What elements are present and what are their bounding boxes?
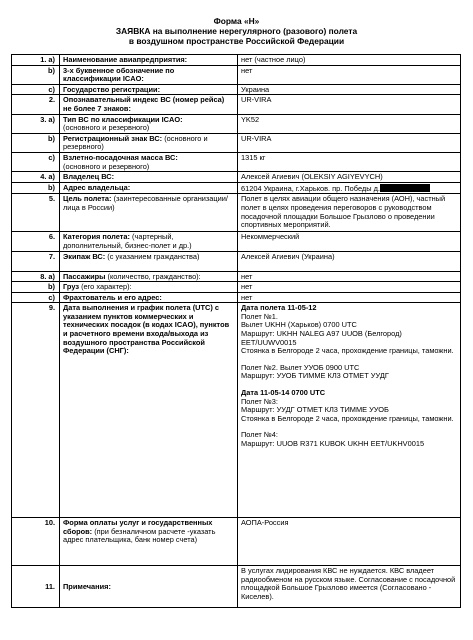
table-row [12,84,461,95]
row-number: b) [12,182,60,194]
row-label: Экипаж ВС: (с указанием гражданства) [60,251,238,271]
row-label: Наименование авиапредприятия: [60,55,238,66]
row-value: нет [238,65,461,84]
row-value: нет [238,282,461,293]
form-title: Форма «Н» [213,16,260,26]
row-label: Фрахтователь и его адрес: [60,292,238,303]
flight-1-title: Полет №1. [241,311,278,321]
row-label: 3-х буквенное обозначение по классификации ICAO: [60,65,238,84]
row-number: 5. [12,194,60,232]
row-label: Опознавательный индекс ВС (номер рейса) не более 7 знаков: [60,95,238,114]
row-value: 1315 кг [238,152,461,171]
row-value: UR-VIRA [238,95,461,114]
row-value: В услугах лидирования КВС не нуждается. КВС владеет радиообменом на русском языке. Согласование с посадочной площадкой Большое Грызлово имеется (Согласовано - Киселев). [238,566,461,608]
row-number: 11. [12,566,60,608]
flight-1-departure: Вылет UKHH (Харьков) 0700 UTC [241,320,357,330]
table-row [12,232,461,251]
flight-schedule [238,303,461,518]
row-number: с) [12,84,60,95]
row-label: Примечания: [60,566,238,608]
table-row [12,172,461,183]
table-row [12,303,461,518]
flight-2-route: Маршрут: УУОБ ТИММЕ КЛ3 ОТМЕТ УУДГ [241,371,389,381]
row-value: UR-VIRA [238,133,461,152]
row-value: 61204 Украина, г.Харьков. пр. Победы д. [238,182,461,194]
row-value: Некоммерческий [238,232,461,251]
row-label: Регистрационный знак ВС: (основного и резервного) [60,133,238,152]
row-value: АОПА-Россия [238,518,461,566]
row-number: с) [12,152,60,171]
row-number: 10. [12,518,60,566]
row-number: 1. а) [12,55,60,66]
flight-3-title: Полет №3: [241,396,278,406]
flight-1-route: Маршрут: UKHH NALEG A97 UUOB (Белгород) EET/UUWV0015 [241,329,402,347]
row-label: Адрес владельца: [60,182,238,194]
table-row [12,133,461,152]
redaction-block [380,184,430,192]
table-row [12,152,461,171]
row-value: YK52 [238,114,461,133]
table-row [12,518,461,566]
table-row [12,292,461,303]
row-value: Алексей Агиевич (Украина) [238,251,461,271]
row-value: нет [238,271,461,282]
flight-3-route: Маршрут: УУДГ ОТМЕТ КЛ3 ТИММЕ УУОБ [241,405,389,415]
row-number: с) [12,292,60,303]
table-row [12,65,461,84]
row-value: Украина [238,84,461,95]
flight-4-route: Маршрут: UUOB R371 KUBOK UKHH EET/UKHV0015 [241,439,425,448]
table-row [12,95,461,114]
table-row [12,55,461,66]
row-label: Государство регистрации: [60,84,238,95]
table-row [12,182,461,194]
row-label: Цель полета: (заинтересованные организации/лица в России) [60,194,238,232]
row-number: 3. а) [12,114,60,133]
row-number: 8. а) [12,271,60,282]
application-subtitle: в воздушном пространстве Российской Федерации [128,36,345,46]
row-label: Владелец ВС: [60,172,238,183]
row-label: Форма оплаты услуг и государственных сборов: (при безналичном расчете -указать адрес плательщика, банк номер счета) [60,518,238,566]
row-label: Груз (его характер): [60,282,238,293]
row-value: Алексей Агиевич (OLEKSIY AGIYEVYCH) [238,172,461,183]
row-number: b) [12,282,60,293]
row-label: Дата выполнения и график полета (UTC) с указанием пунктов коммерческих и технических посадок (в кодах ICAO), пунктов и расчетного времени входа/выхода из воздушного пространства Российской Федерации (СНГ): [60,303,238,518]
row-label: Тип ВС по классификации ICAO: (основного и резервного) [60,114,238,133]
flight-2-title: Полет №2. Вылет УУОБ 0900 UTC [241,362,360,372]
application-title: ЗАЯВКА на выполнение нерегулярного (разового) полета [115,26,358,36]
flight-3-stop: Стоянка в Белгороде 2 часа, прохождение границы, таможни. [241,413,454,423]
row-number: b) [12,65,60,84]
flight-1-stop: Стоянка в Белгороде 2 часа, прохождение границы, таможни. [241,346,454,356]
table-row [12,114,461,133]
row-value: Полет в целях авиации общего назначения (АОН), частный полет в целях проведения переговоров с руководством посадочной площадки Большое Грызлово о проведении спортивных мероприятий. [238,194,461,232]
row-number: 9. [12,303,60,518]
row-label: Категория полета: (чартерный, дополнительный, бизнес-полет и др.) [60,232,238,251]
row-number: b) [12,133,60,152]
row-label: Взлетно-посадочная масса ВС: (основного и резервного) [60,152,238,171]
row-number: 7. [12,251,60,271]
flight-4-title: Полет №4: [241,430,278,440]
table-row [12,251,461,271]
row-number: 4. а) [12,172,60,183]
row-value: нет [238,292,461,303]
table-row [12,194,461,232]
table-row [12,282,461,293]
row-number: 6. [12,232,60,251]
flight-date-1: Дата полета 11-05-12 [241,303,317,313]
table-row [12,271,461,282]
row-number: 2. [12,95,60,114]
table-row [12,566,461,608]
row-label: Пассажиры (количество, гражданство): [60,271,238,282]
application-table [11,54,461,608]
row-value: нет (частное лицо) [238,55,461,66]
flight-date-2: Дата 11-05-14 0700 UTC [241,388,326,398]
